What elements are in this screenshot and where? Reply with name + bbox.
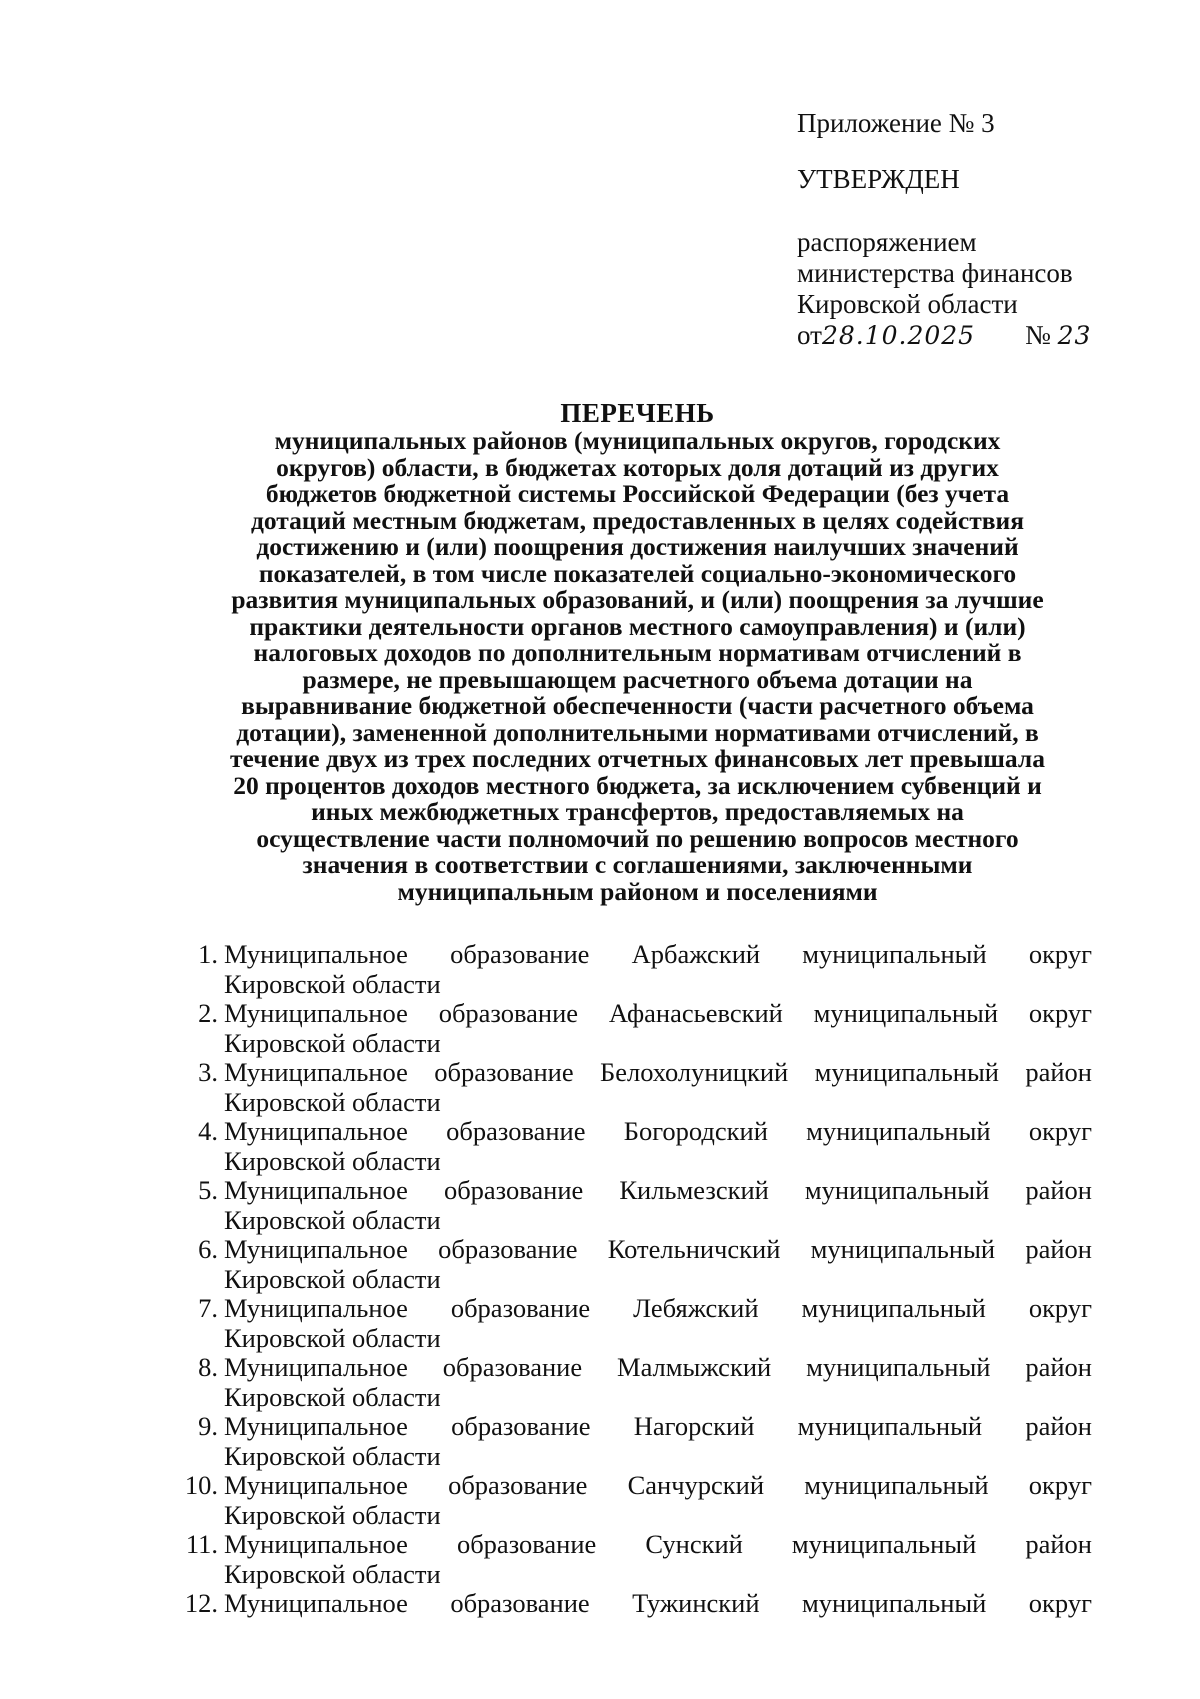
word-name: Белохолуницкий: [600, 1057, 789, 1087]
approval-line-1: распоряжением: [797, 227, 977, 257]
word-type: район: [1025, 1352, 1092, 1382]
word-w1: Муниципальное: [224, 1293, 408, 1323]
heading-line: округов) области, в бюджетах которых доля дотаций из других: [276, 452, 999, 482]
word-name: Сунский: [645, 1529, 743, 1559]
word-type: район: [1025, 1057, 1092, 1087]
word-name: Малмыжский: [617, 1352, 772, 1382]
word-w1: Муниципальное: [224, 1116, 408, 1146]
approval-block: [797, 108, 1177, 351]
list-item-text: [224, 940, 1092, 999]
word-w4: муниципальный: [801, 1293, 986, 1323]
word-w4: муниципальный: [814, 1057, 999, 1087]
list-item-number: 4.: [198, 1116, 218, 1146]
heading-line: муниципальных районов (муниципальных округов, городских: [274, 426, 1001, 455]
word-type: район: [1025, 1411, 1092, 1441]
list-item: [170, 1235, 1092, 1294]
list-item-number: 9.: [198, 1411, 218, 1441]
word-name: Тужинский: [632, 1588, 760, 1618]
word-name: Котельничский: [607, 1234, 781, 1264]
list-item-number: 8.: [198, 1352, 218, 1382]
list-item-number: 12.: [184, 1588, 218, 1618]
approval-line-3: Кировской области: [797, 289, 1018, 319]
list-item-number: 1.: [198, 939, 218, 969]
heading-line: налоговых доходов по дополнительным нормативам отчислений в: [253, 638, 1022, 667]
list-item-number: 3.: [198, 1057, 218, 1087]
list-item: [170, 1353, 1092, 1412]
word-type: округ: [1028, 939, 1092, 969]
heading-line: выравнивание бюджетной обеспеченности (части расчетного объема: [241, 691, 1034, 720]
list-item-first-line: [224, 1412, 1092, 1442]
list-item-first-line: [224, 940, 1092, 970]
list-item-text: [224, 1294, 1092, 1353]
list-item-first-line: [224, 1294, 1092, 1324]
list-item-number: 6.: [198, 1234, 218, 1264]
word-w2: образование: [443, 1175, 584, 1205]
list-item-text: [224, 1530, 1092, 1589]
word-name: Нагорский: [633, 1411, 755, 1441]
handwritten-number: 23: [1057, 321, 1092, 350]
list-item: [170, 1412, 1092, 1471]
word-w1: Муниципальное: [224, 1470, 408, 1500]
word-w1: Муниципальное: [224, 1057, 408, 1087]
word-type: район: [1025, 1529, 1092, 1559]
list-item-text: [224, 1471, 1092, 1530]
list-item-text: [224, 1235, 1092, 1294]
list-item-first-line: [224, 1353, 1092, 1383]
heading-line: развития муниципальных образований, и (или) поощрения за лучшие: [231, 585, 1044, 614]
heading-line: дотации), замененной дополнительными нормативами отчислений, в: [236, 717, 1039, 747]
heading-line: иных межбюджетных трансфертов, предоставляемых на: [311, 797, 964, 826]
word-w4: муниципальный: [791, 1529, 977, 1559]
word-name: Кильмезский: [619, 1175, 769, 1205]
word-w4: муниципальный: [801, 1588, 987, 1618]
list-item-text: [224, 1176, 1092, 1235]
word-name: Богородский: [623, 1116, 768, 1146]
word-w4: муниципальный: [810, 1234, 996, 1264]
word-w4: муниципальный: [804, 1175, 990, 1205]
word-w1: Муниципальное: [224, 1529, 408, 1559]
document-heading: [170, 428, 1105, 905]
list-item: [170, 1294, 1092, 1353]
heading-line: достижению и (или) поощрения достижения наилучших значений: [256, 532, 1019, 561]
list-item: [170, 999, 1092, 1058]
heading-line: практики деятельности органов местного самоуправления) и (или): [249, 611, 1026, 641]
word-w1: Муниципальное: [224, 1175, 408, 1205]
list-item: [170, 1117, 1092, 1176]
list-item-region: Кировской области: [224, 1027, 441, 1058]
word-type: округ: [1028, 1588, 1092, 1618]
list-item-text: [224, 1589, 1092, 1619]
appendix-label: Приложение № 3: [797, 108, 995, 138]
word-w4: муниципальный: [802, 939, 987, 969]
approval-date-line: [797, 320, 1177, 351]
word-w2: образование: [438, 1234, 578, 1264]
word-w1: Муниципальное: [224, 1411, 408, 1441]
word-name: Лебяжский: [633, 1293, 759, 1323]
heading-line: размере, не превышающем расчетного объема дотации на: [302, 664, 973, 694]
word-w1: Муниципальное: [224, 1352, 408, 1382]
list-item-first-line: [224, 999, 1092, 1029]
list-item-region: Кировской области: [224, 1558, 441, 1589]
date-prefix: от: [797, 320, 822, 350]
list-item-region: Кировской области: [224, 1499, 441, 1530]
word-w4: муниципальный: [806, 1352, 991, 1382]
heading-line: муниципальным районом и поселениями: [397, 876, 878, 906]
word-name: Афанасьевский: [608, 998, 783, 1028]
approval-line-2: министерства финансов: [797, 258, 1073, 288]
word-w2: образование: [446, 1116, 586, 1146]
word-w2: образование: [438, 998, 579, 1028]
heading-line: течение двух из трех последних отчетных финансовых лет превышала: [230, 744, 1045, 773]
handwritten-date: 28.10.2025: [821, 321, 976, 350]
list-item: [170, 1176, 1092, 1235]
word-w2: образование: [450, 939, 590, 969]
word-w2: образование: [451, 1411, 591, 1441]
word-type: округ: [1028, 1293, 1092, 1323]
word-type: округ: [1028, 1470, 1092, 1500]
word-type: район: [1025, 1175, 1092, 1205]
list-item: [170, 1589, 1092, 1619]
list-item-region: Кировской области: [224, 968, 441, 999]
list-item-text: [224, 1353, 1092, 1412]
word-w4: муниципальный: [797, 1411, 983, 1441]
list-item: [170, 1058, 1092, 1117]
word-w2: образование: [448, 1470, 588, 1500]
list-item-first-line: [224, 1589, 1092, 1619]
list-item-number: 2.: [198, 998, 218, 1028]
list-item-number: 10.: [184, 1470, 218, 1500]
list-item-first-line: [224, 1471, 1092, 1501]
heading-line: осуществление части полномочий по решению вопросов местного: [256, 823, 1019, 853]
list-item-text: [224, 1412, 1092, 1471]
heading-line: дотаций местным бюджетам, предоставленных в целях содействия: [250, 505, 1025, 535]
word-w4: муниципальный: [804, 1470, 989, 1500]
list-item-number: 5.: [198, 1175, 218, 1205]
word-w1: Муниципальное: [224, 998, 408, 1028]
list-item-text: [224, 1058, 1092, 1117]
number-prefix: №: [1025, 320, 1051, 350]
word-w4: муниципальный: [813, 998, 999, 1028]
list-item-region: Кировской области: [224, 1322, 441, 1353]
word-w2: образование: [456, 1529, 597, 1559]
list-item: [170, 1530, 1092, 1589]
word-type: округ: [1028, 1116, 1092, 1146]
list-item-region: Кировской области: [224, 1263, 441, 1294]
list-item-region: Кировской области: [224, 1204, 441, 1235]
list-item-first-line: [224, 1530, 1092, 1560]
list-item-text: [224, 1117, 1092, 1176]
word-type: округ: [1028, 998, 1092, 1028]
list-item-first-line: [224, 1235, 1092, 1265]
heading-line: значения в соответствии с соглашениями, заключенными: [302, 850, 973, 879]
list-item-region: Кировской области: [224, 1145, 441, 1176]
word-w1: Муниципальное: [224, 939, 408, 969]
heading-line: показателей, в том числе показателей социально-экономического: [258, 558, 1017, 588]
word-w4: муниципальный: [806, 1116, 991, 1146]
list-item-number: 7.: [198, 1293, 218, 1323]
list-item-region: Кировской области: [224, 1086, 441, 1117]
list-item-first-line: [224, 1117, 1092, 1147]
word-name: Арбажский: [631, 939, 761, 969]
municipality-list: [170, 940, 1092, 1619]
word-w1: Муниципальное: [224, 1588, 408, 1618]
word-w1: Муниципальное: [224, 1234, 408, 1264]
document-title: ПЕРЕЧЕНЬ: [560, 398, 715, 428]
word-w2: образование: [442, 1352, 583, 1382]
approved-label: УТВЕРЖДЕН: [797, 164, 960, 194]
word-w2: образование: [450, 1588, 590, 1618]
heading-line: 20 процентов доходов местного бюджета, за исключением субвенций и: [233, 770, 1042, 800]
word-w2: образование: [434, 1057, 574, 1087]
list-item-number: 11.: [185, 1529, 218, 1559]
word-type: район: [1025, 1234, 1092, 1264]
list-item: [170, 1471, 1092, 1530]
word-w2: образование: [450, 1293, 591, 1323]
heading-line: бюджетов бюджетной системы Российской Федерации (без учета: [265, 479, 1010, 508]
list-item-region: Кировской области: [224, 1381, 441, 1412]
word-name: Санчурский: [627, 1470, 765, 1500]
list-item-first-line: [224, 1058, 1092, 1088]
list-item: [170, 940, 1092, 999]
list-item-first-line: [224, 1176, 1092, 1206]
list-item-region: Кировской области: [224, 1440, 441, 1471]
list-item-text: [224, 999, 1092, 1058]
